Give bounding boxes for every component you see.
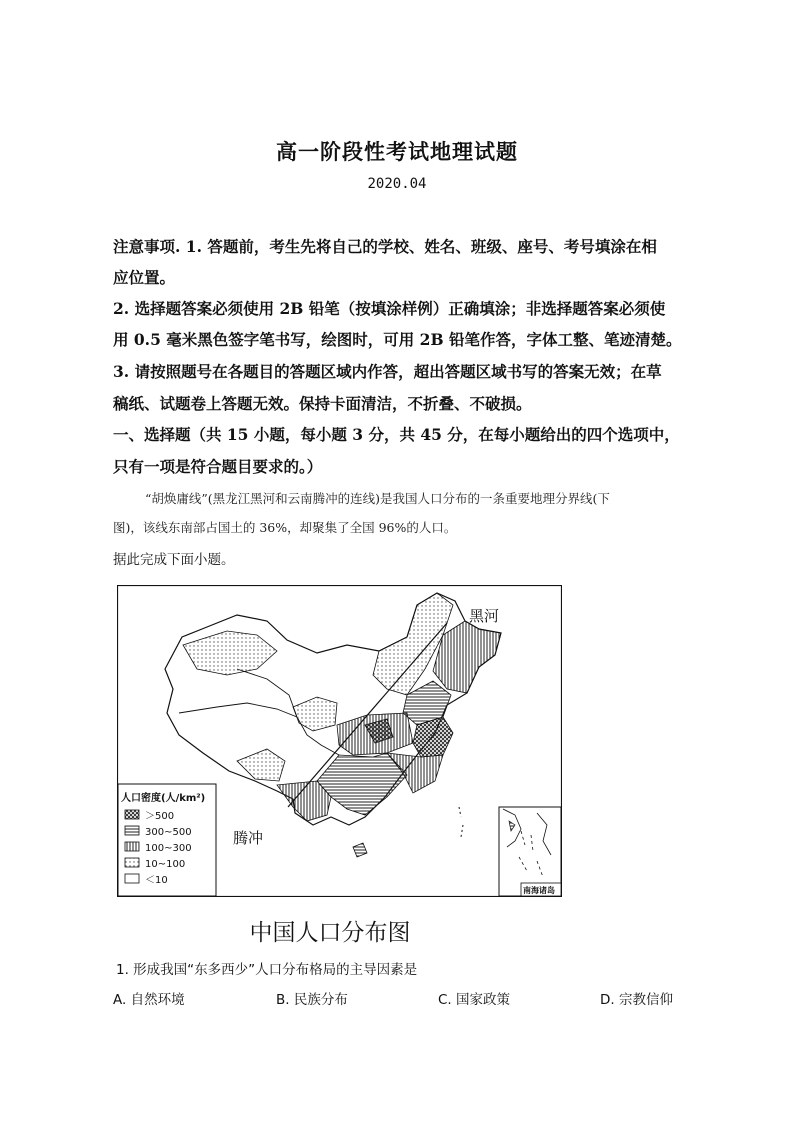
legend-item-500: ＞500 xyxy=(145,811,175,822)
note-line-2: 应位置。 xyxy=(113,268,176,287)
question-1: 1. 形成我国“东多西少”人口分布格局的主导因素是 xyxy=(116,962,418,978)
lead-text: 据此完成下面小题。 xyxy=(113,552,235,568)
exam-date: 2020.04 xyxy=(367,176,427,192)
legend-item-100-300: 100~300 xyxy=(145,843,192,854)
option-b[interactable]: B. 民族分布 xyxy=(276,992,348,1008)
intro-line-1: “胡焕庸线”(黑龙江黑河和云南腾冲的连线)是我国人口分布的一条重要地理分界线(下 xyxy=(145,491,610,506)
legend-item-300-500: 300~500 xyxy=(145,827,192,838)
note-line-4: 用 0.5 毫米黑色签字笔书写，绘图时，可用 2B 铅笔作答，字体工整、笔迹清楚。 xyxy=(113,330,682,349)
note-line-1: 注意事项. 1. 答题前，考生先将自己的学校、姓名、班级、座号、考号填涂在相 xyxy=(113,237,657,256)
option-d[interactable]: D. 宗教信仰 xyxy=(600,992,673,1008)
label-heihe: 黑河 xyxy=(469,607,500,625)
note-line-6: 稿纸、试题卷上答题无效。保持卡面清洁，不折叠、不破损。 xyxy=(113,394,532,413)
map-legend xyxy=(118,784,216,896)
map-caption: 中国人口分布图 xyxy=(249,920,411,946)
page-title: 高一阶段性考试地理试题 xyxy=(276,139,518,164)
note-line-5: 3. 请按照题号在各题目的答题区域内作答，超出答题区域书写的答案无效；在草 xyxy=(113,362,662,381)
section-heading-line-1: 一、选择题（共 15 小题，每小题 3 分，共 45 分，在每小题给出的四个选项中， xyxy=(113,425,680,444)
option-c[interactable]: C. 国家政策 xyxy=(438,992,511,1008)
label-tengchong: 腾冲 xyxy=(233,829,264,847)
option-a[interactable]: A. 自然环境 xyxy=(113,992,185,1008)
inset-label: 南海诸岛 xyxy=(523,886,555,895)
note-line-3: 2. 选择题答案必须使用 2B 铅笔（按填涂样例）正确填涂；非选择题答案必须使 xyxy=(113,299,666,318)
intro-line-2: 图)，该线东南部占国土的 36%，却聚集了全国 96%的人口。 xyxy=(113,520,457,535)
china-population-map xyxy=(117,585,562,897)
section-heading-line-2: 只有一项是符合题目要求的。） xyxy=(113,457,323,476)
legend-title: 人口密度(人/km²) xyxy=(121,793,206,804)
south-sea-inset xyxy=(499,807,561,896)
legend-item-10: ＜10 xyxy=(145,875,168,886)
legend-item-10-100: 10~100 xyxy=(145,859,186,870)
